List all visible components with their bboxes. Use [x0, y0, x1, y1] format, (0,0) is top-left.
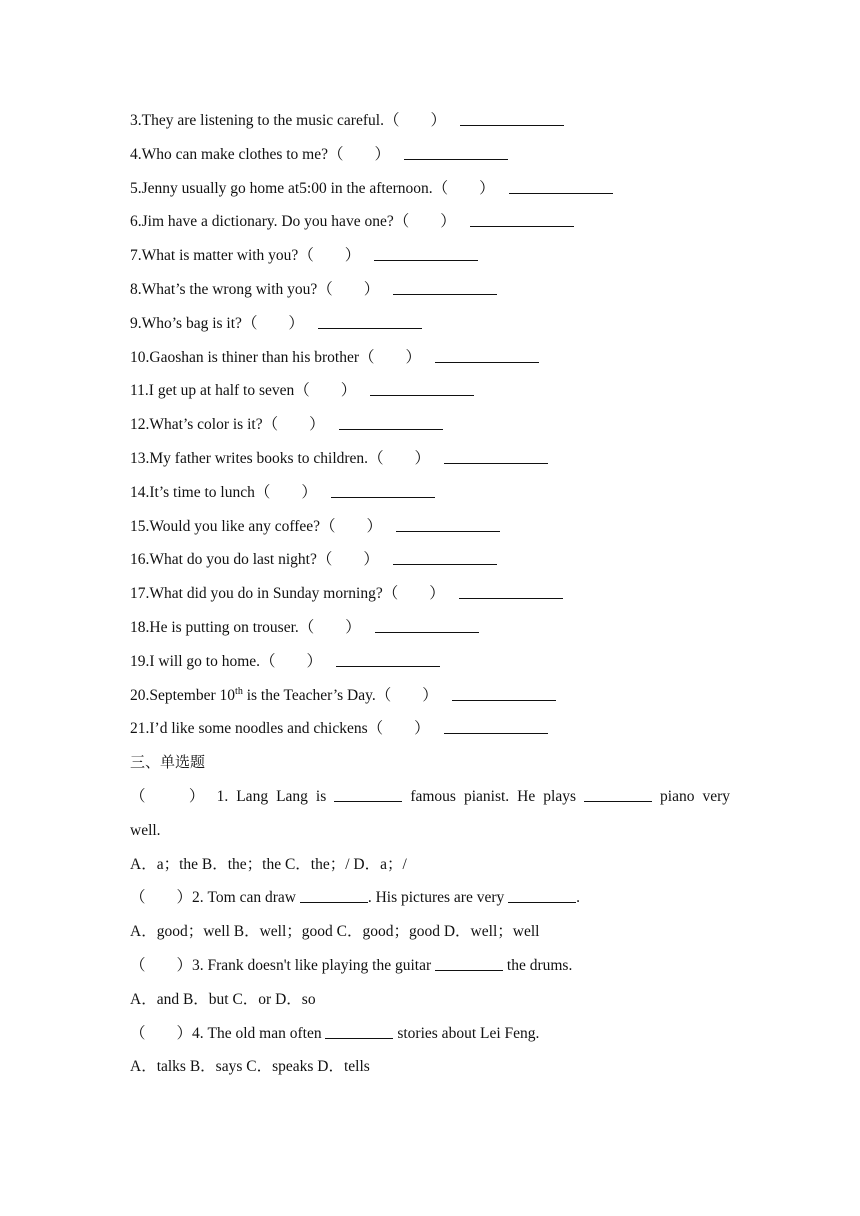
- answer-parentheses[interactable]: （ ）: [432, 179, 495, 197]
- answer-blank[interactable]: [444, 443, 548, 464]
- correction-item: [130, 341, 730, 375]
- fill-blank[interactable]: [584, 783, 652, 802]
- answer-parentheses[interactable]: （ ）: [368, 449, 431, 467]
- sentence-text: 13.My father writes books to children.: [130, 449, 369, 467]
- correction-item: [130, 679, 730, 713]
- answer-blank[interactable]: [375, 612, 479, 633]
- sentence-text: 4.Who can make clothes to me?: [130, 145, 328, 163]
- answer-blank[interactable]: [339, 409, 443, 430]
- sentence-text: 19.I will go to home.: [130, 652, 261, 670]
- answer-parentheses[interactable]: （ ）: [317, 280, 380, 298]
- answer-parentheses[interactable]: （ ）: [260, 652, 323, 670]
- mc-question-1: （ ） 1. Lang Lang is famous pianist. He plays piano very: [130, 780, 730, 814]
- correction-item: [130, 577, 730, 611]
- answer-parentheses[interactable]: （ ）: [130, 889, 193, 907]
- error-correction-list: [130, 104, 730, 679]
- correction-item: [130, 442, 730, 476]
- answer-blank[interactable]: [331, 477, 435, 498]
- answer-blank[interactable]: [452, 680, 556, 701]
- mc-question-3: （ ）3. Frank doesn't like playing the guitar the drums.: [130, 949, 730, 983]
- answer-parentheses[interactable]: （ ）: [382, 585, 445, 603]
- sentence-text: 15.Would you like any coffee?: [130, 517, 321, 535]
- answer-parentheses[interactable]: （ ）: [298, 247, 361, 265]
- mc-options-4: A．talks B．says C．speaks D．tells: [130, 1058, 370, 1076]
- fill-blank[interactable]: [334, 783, 402, 802]
- section-title: 三、单选题: [130, 753, 206, 772]
- correction-item: [130, 239, 730, 273]
- answer-blank[interactable]: [374, 240, 478, 261]
- sentence-text: 18.He is putting on trouser.: [130, 618, 299, 636]
- fill-blank[interactable]: [325, 1020, 393, 1039]
- answer-blank[interactable]: [393, 544, 497, 565]
- answer-parentheses[interactable]: （ ）: [383, 112, 446, 129]
- answer-parentheses[interactable]: （ ）: [241, 314, 304, 332]
- sentence-text: 20.September 10th is the Teacher’s Day.: [130, 685, 376, 704]
- mc-question-1-continued: well.: [130, 821, 161, 839]
- sentence-text: 5.Jenny usually go home at5:00 in the afternoon.: [130, 179, 433, 197]
- correction-item: [130, 374, 730, 408]
- sentence-text: 16.What do you do last night?: [130, 551, 317, 569]
- answer-blank[interactable]: [404, 139, 508, 160]
- sentence-text: 8.What’s the wrong with you?: [130, 280, 318, 298]
- answer-blank[interactable]: [396, 511, 500, 532]
- answer-blank[interactable]: [460, 105, 564, 126]
- answer-parentheses[interactable]: （ ）: [130, 1024, 193, 1042]
- correction-item: [130, 645, 730, 679]
- answer-blank[interactable]: [459, 578, 563, 599]
- sentence-text: 10.Gaoshan is thiner than his brother: [130, 348, 360, 366]
- sentence-text: 21.I’d like some noodles and chickens: [130, 720, 368, 738]
- sentence-text: 6.Jim have a dictionary. Do you have one?: [130, 213, 394, 231]
- answer-parentheses[interactable]: （ ）: [320, 517, 383, 535]
- answer-parentheses[interactable]: （ ）: [254, 483, 317, 501]
- answer-parentheses[interactable]: （ ）: [393, 213, 456, 231]
- answer-parentheses[interactable]: （ ）: [130, 787, 209, 805]
- answer-parentheses[interactable]: （ ）: [367, 720, 430, 738]
- sentence-text: 3.They are listening to the music careful.: [130, 112, 384, 129]
- answer-blank[interactable]: [435, 342, 539, 363]
- correction-item: [130, 138, 730, 172]
- answer-blank[interactable]: [444, 713, 548, 734]
- sentence-text: 7.What is matter with you?: [130, 247, 299, 265]
- answer-blank[interactable]: [318, 308, 422, 329]
- answer-blank[interactable]: [509, 173, 613, 194]
- answer-parentheses[interactable]: （ ）: [327, 145, 390, 163]
- fill-blank[interactable]: [300, 884, 368, 903]
- answer-parentheses[interactable]: （ ）: [298, 618, 361, 636]
- worksheet-page: [130, 104, 730, 1084]
- sentence-text: 9.Who’s bag is it?: [130, 314, 242, 332]
- mc-options-3: A．and B．but C．or D．so: [130, 990, 316, 1008]
- answer-blank[interactable]: [370, 375, 474, 396]
- correction-item: [130, 205, 730, 239]
- sentence-text: 14.It’s time to lunch: [130, 483, 255, 501]
- correction-item: [130, 408, 730, 442]
- correction-item: [130, 543, 730, 577]
- mc-options-1: A．a；the B．the；the C．the；/ D．a；/: [130, 855, 407, 873]
- answer-parentheses[interactable]: （ ）: [294, 382, 357, 400]
- correction-item: [130, 510, 730, 544]
- correction-item: [130, 172, 730, 206]
- answer-parentheses[interactable]: （ ）: [130, 956, 193, 974]
- answer-blank[interactable]: [336, 646, 440, 667]
- answer-parentheses[interactable]: （ ）: [375, 686, 438, 704]
- mc-options-2: A．good；well B．well；good C．good；good D．well；well: [130, 923, 540, 941]
- mc-question-2: （ ）2. Tom can draw . His pictures are very .: [130, 881, 730, 915]
- correction-item: [130, 307, 730, 341]
- mc-question-4: （ ）4. The old man often stories about Lei Feng.: [130, 1017, 730, 1051]
- answer-blank[interactable]: [393, 274, 497, 295]
- correction-item: [130, 611, 730, 645]
- fill-blank[interactable]: [435, 952, 503, 971]
- correction-item: [130, 273, 730, 307]
- correction-item: [130, 476, 730, 510]
- sentence-text: 12.What’s color is it?: [130, 416, 263, 434]
- answer-parentheses[interactable]: （ ）: [316, 551, 379, 569]
- correction-item: [130, 104, 730, 138]
- answer-parentheses[interactable]: （ ）: [359, 348, 422, 366]
- sentence-text: 11.I get up at half to seven: [130, 382, 295, 400]
- sentence-text: 17.What did you do in Sunday morning?: [130, 585, 383, 603]
- answer-blank[interactable]: [470, 206, 574, 227]
- correction-item: [130, 712, 730, 746]
- answer-parentheses[interactable]: （ ）: [262, 416, 325, 434]
- fill-blank[interactable]: [508, 884, 576, 903]
